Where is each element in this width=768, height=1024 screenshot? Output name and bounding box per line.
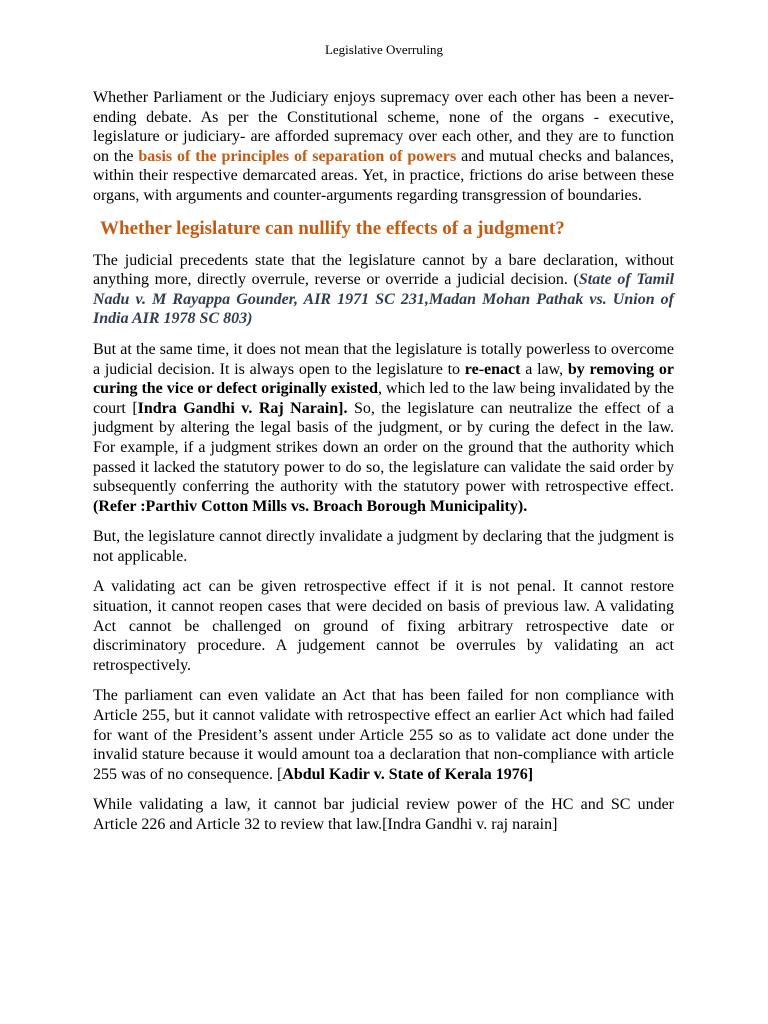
paragraph-intro	[93, 88, 674, 206]
document-body	[93, 88, 674, 846]
paragraph-cannot-invalidate: But, the legislature cannot directly invalidate a judgment by declaring that the judgment is not applicable.	[93, 528, 674, 565]
bold-case-abdul-kadir: Abdul Kadir v. State of Kerala 1976]	[282, 765, 534, 783]
paragraph-validating-act: A validating act can be given retrospective effect if it is not penal. It cannot restore situation, it cannot reopen cases that were decided on basis of previous law. A validating Act cannot be challenged on ground of fixing arbitrary retrospective date or discriminatory procedure. A judgement cannot be overrules by validating an act retrospectively.	[93, 578, 674, 674]
paragraph-reenact-text-4: So, the legislature can neutralize the effect of a judgment by altering the legal basis of the judgment, or by curing the defect in the law. For example, if a judgment strikes down an order on the ground that the authority which passed it lacked the statutory power to do so, the legislature can validate the said order by subsequently conferring the authority with the statutory power with retrospective effect.	[93, 399, 675, 496]
paragraph-intro-text-1: Whether Parliament or the Judiciary enjoys supremacy over each other has been a never-ending debate. As per the Constitutional scheme, none of the organs - executive, legislature or judiciary- are afforded supremacy over each other, and they are to function on the	[93, 89, 674, 165]
paragraph-reenact-text-2: a law,	[520, 360, 568, 378]
paragraph-reenact-text-3: , which led to the law being invalidated by the court [	[93, 380, 674, 417]
paragraph-reenact-text-1: But at the same time, it does not mean that the legislature is totally powerless to overcome a judicial decision. It is always open to the legislature to	[93, 340, 674, 378]
paragraph-article-255	[93, 686, 674, 784]
running-header: Legislative Overruling	[324, 42, 444, 57]
bold-curing-defect: by removing or curing the vice or defect originally existed	[93, 360, 674, 398]
paragraph-intro-text-2: and mutual checks and balances, within their respective demarcated areas. Yet, in practice, frictions do arise between these organs, with arguments and counter-arguments regarding transgression of boundaries.	[93, 147, 674, 204]
bold-reenact: re-enact	[464, 360, 521, 378]
paragraph-judicial-review: While validating a law, it cannot bar judicial review power of the HC and SC under Article 226 and Article 32 to review that law.[Indra Gandhi v. raj narain]	[93, 796, 674, 833]
paragraph-article-255-text: The parliament can even validate an Act that has been failed for non compliance with Article 255, but it cannot validate with retrospective effect an earlier Act which had failed for want of the President’s assent under Article 255 so as to validate act done under the invalid stature because it would amount toa a declaration that non-compliance with article 255 was of no consequence. [	[93, 687, 674, 783]
paragraph-judicial-precedents	[93, 251, 674, 329]
case-citation: State of Tamil Nadu v. M Rayappa Gounder, AIR 1971 SC 231,Madan Mohan Pathak vs. Union of India AIR 1978 SC 803)	[93, 271, 675, 328]
bold-case-indra-gandhi: Indra Gandhi v. Raj Narain].	[137, 399, 348, 417]
highlight-separation-of-powers: basis of the principles of separation of powers	[138, 147, 457, 165]
paragraph-judicial-precedents-text: The judicial precedents state that the legislature cannot by a bare declaration, without anything more, directly overrule, reverse or override a judicial decision. (	[93, 251, 674, 289]
paragraph-reenact	[93, 340, 674, 516]
section-heading: Whether legislature can nullify the effects of a judgment?	[100, 217, 565, 239]
bold-case-parthiv-cotton-mills: (Refer :Parthiv Cotton Mills vs. Broach Borough Municipality).	[93, 497, 528, 515]
